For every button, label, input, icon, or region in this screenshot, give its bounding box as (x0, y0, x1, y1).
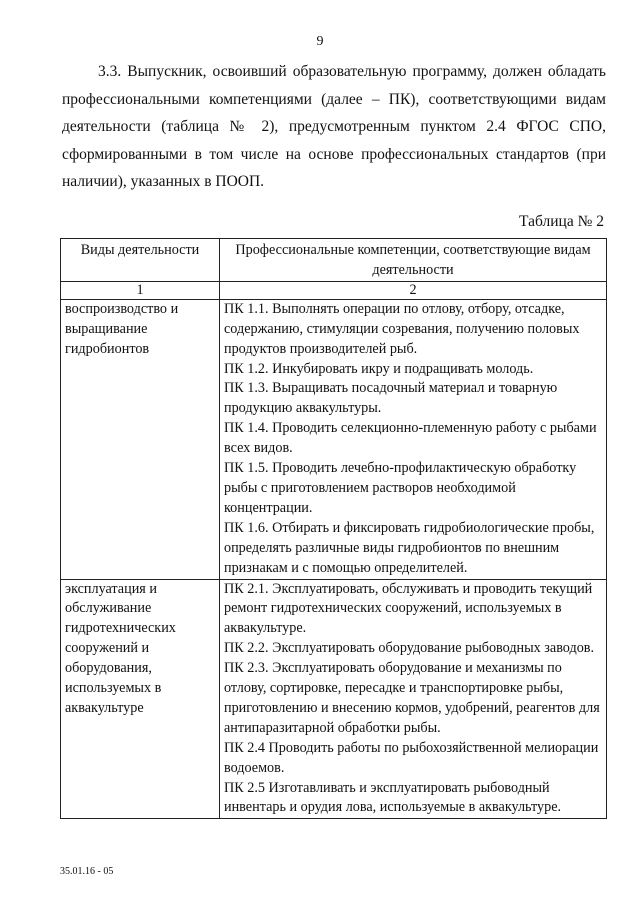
column-number-2: 2 (220, 281, 607, 299)
competency-item: ПК 2.4 Проводить работы по рыбохозяйственной мелиорации водоемов. (224, 739, 599, 776)
table-column-numbers-row (61, 281, 607, 299)
activity-cell: воспроизводство и выращивание гидробионтов (61, 299, 220, 579)
header-competencies: Профессиональные компетенции, соответствующие видам деятельности (220, 239, 607, 282)
competency-item: ПК 1.2. Инкубировать икру и подращивать молодь. (224, 360, 534, 377)
competency-item: ПК 2.2. Эксплуатировать оборудование рыбоводных заводов. (224, 640, 595, 657)
footer-code: 35.01.16 - 05 (60, 866, 114, 877)
table-caption: Таблица № 2 (519, 213, 604, 230)
competencies-cell (220, 579, 607, 819)
competencies-table (60, 238, 607, 819)
competency-item: ПК 1.6. Отбирать и фиксировать гидробиологические пробы, определять различные виды гидробионтов по внешним признакам и с помощью определителей. (224, 519, 595, 576)
activity-cell: эксплуатация и обслуживание гидротехнических сооружений и оборудования, используемых в аквакультуре (61, 579, 220, 819)
competency-item: ПК 2.3. Эксплуатировать оборудование и механизмы по отлову, сортировке, пересадке и транспортировке рыбы, приготовлению и внесению кормов, удобрений, реагентов для антипаразитарной обработки рыбы. (224, 660, 600, 736)
intro-text: 3.3. Выпускник, освоивший образовательную программу, должен обладать профессиональными компетенциями (далее – ПК), соответствующими видам деятельности (таблица № 2), предусмотренным пунктом 2.4 ФГОС СПО, сформированными в том числе на основе профессиональных стандартов (при наличии), указанных в ПООП. (62, 63, 606, 190)
header-activity: Виды деятельности (61, 239, 220, 282)
table-row (61, 579, 607, 819)
competencies-cell (220, 299, 607, 579)
intro-paragraph (62, 58, 606, 196)
competency-item: ПК 2.5 Изготавливать и эксплуатировать рыбоводный инвентарь и орудия лова, используемые в аквакультуре. (224, 779, 562, 816)
page-number: 9 (316, 34, 324, 49)
column-number-1: 1 (61, 281, 220, 299)
competency-item: ПК 1.3. Выращивать посадочный материал и товарную продукцию аквакультуры. (224, 380, 558, 417)
competency-item: ПК 2.1. Эксплуатировать, обслуживать и проводить текущий ремонт гидротехнических сооружений, используемых в аквакультуре. (224, 580, 593, 637)
competency-item: ПК 1.5. Проводить лечебно-профилактическую обработку рыбы с приготовлением растворов необходимой концентрации. (224, 460, 577, 516)
competency-item: ПК 1.1. Выполнять операции по отлову, отбору, отсадке, содержанию, стимуляции созревания, получению половых продуктов производителей рыб. (224, 300, 580, 357)
table-header-row (61, 239, 607, 282)
competency-item: ПК 1.4. Проводить селекционно-племенную работу с рыбами всех видов. (224, 420, 597, 457)
table-row (61, 299, 607, 579)
